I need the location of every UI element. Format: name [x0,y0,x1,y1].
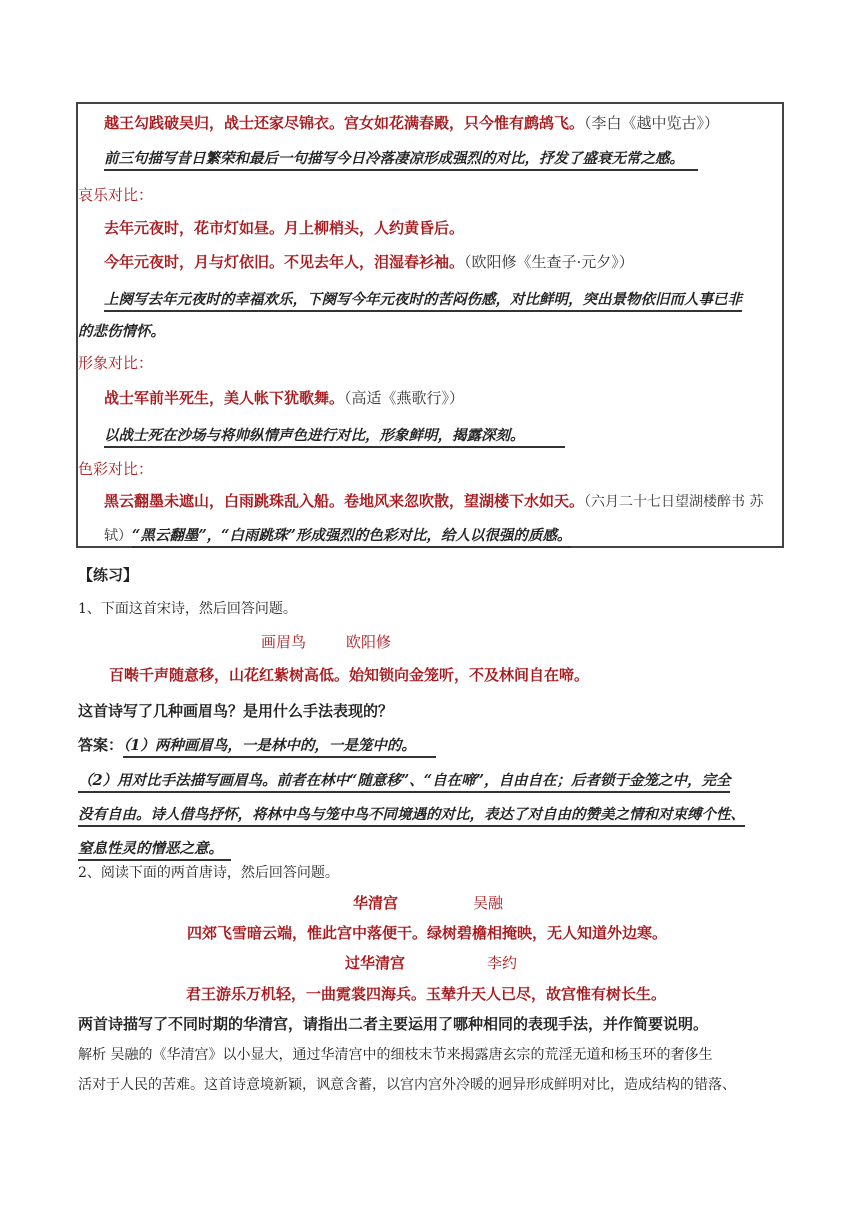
analysis-text: 上阕写去年元夜时的幸福欢乐，下阕写今年元夜时的苦闷伤感，对比鲜明，突出景物依旧而人事已非 [104,291,742,312]
answer-text: （1）两种画眉鸟，一是林中的，一是笼中的。 [123,737,436,758]
poem-text: 今年元夜时，月与灯依旧。不见去年人，泪湿春衫袖。 [104,253,465,271]
answer-label: 答案： [78,736,124,754]
analysis-text: 的悲伤情怀。 [78,323,165,340]
poem-title: 画眉鸟 [261,633,307,651]
poem-author: 吴融 [473,894,504,912]
analysis-line [104,424,565,445]
heading-secai: 色彩对比： [78,460,154,478]
poem-title: 过华清宫 [345,954,406,972]
analysis-text: “黑云翻墨”，“白雨跳珠”形成强烈的色彩对比，给人以很强的质感。 [132,527,571,548]
question-2-prompt: 两首诗描写了不同时期的华清宫，请指出二者主要运用了哪种相同的表现手法，并作简要说明。 [78,1015,709,1033]
poem-source: （六月二十七日望湖楼醉书 苏 [584,494,764,510]
answer-line [78,803,745,824]
poem-source: （高适《燕歌行》） [344,389,465,407]
heading-xingxiang: 形象对比： [78,354,154,372]
poem-source: （欧阳修《生查子·元夕》） [464,253,634,271]
poem-title: 华清宫 [353,894,399,912]
question-2: 2、阅读下面的两首唐诗，然后回答问题。 [78,865,339,881]
poem-text: 百啭千声随意移，山花红紫树高低。始知锁向金笼听，不及林间自在啼。 [109,666,590,684]
heading-aile: 哀乐对比： [78,186,154,204]
poem-line-zhanshi [104,387,464,408]
answer-text: 窒息性灵的憎恶之意。 [78,840,231,861]
poem-author: 欧阳修 [346,633,392,651]
poem-text: 黑云翻墨未遮山，白雨跳珠乱入船。卷地风来忽吹散，望湖楼下水如天。 [104,492,585,510]
analysis-paragraph-line: 解析 吴融的《华清宫》以小显大，通过华清宫中的细枝末节来揭露唐玄宗的荒淫无道和杨玉环的奢侈生 [78,1047,713,1063]
practice-heading: 【练习】 [78,566,139,584]
question-1: 1、下面这首宋诗，然后回答问题。 [78,601,297,617]
poem-author: 李约 [487,954,518,972]
answer-text: 没有自由。诗人借鸟抒怀，将林中鸟与笼中鸟不同境遇的对比，表达了对自由的赞美之情和对束缚个性、 [78,806,745,827]
analysis-line [104,524,571,545]
poem-source: （李白《越中览古》） [584,114,720,132]
analysis-paragraph-line: 活对于人民的苦难。这首诗意境新颖，讽意含蓄，以宫内宫外冷暖的迥异形成鲜明对比，造成结构的错落、 [78,1077,736,1093]
answer-text: （2）用对比手法描写画眉鸟。前者在林中“随意移”、“自在啼”，自由自在；后者锁于金笼之中，完全 [78,772,730,793]
analysis-line [104,288,742,309]
poem-line-yuewang [104,112,719,133]
poem-line-jinnian [104,251,634,272]
answer-line [78,734,436,755]
poem-line-qunian: 去年元夜时，花市灯如昼。月上柳梢头，人约黄昏后。 [104,219,465,237]
question-1-prompt: 这首诗写了几种画眉鸟？是用什么手法表现的？ [78,702,394,720]
poem-text: 君王游乐万机轻，一曲霓裳四海兵。玉辇升天人已尽，故宫惟有树长生。 [186,985,667,1003]
answer-line [78,837,231,858]
poem-text: 越王勾践破吴归，战士还家尽锦衣。宫女如花满春殿，只今惟有鹧鸪飞。 [104,114,585,132]
poem-text: 战士军前半死生，美人帐下犹歌舞。 [104,389,345,407]
answer-line [78,769,730,790]
poem-line-heiyun [104,490,763,511]
analysis-text: 以战士死在沙场与将帅纵情声色进行对比，形象鲜明，揭露深刻。 [104,427,565,448]
analysis-text: 前三句描写昔日繁荣和最后一句描写今日冷落凄凉形成强烈的对比，抒发了盛衰无常之感。 [104,150,698,171]
poem-source-end: 轼） [104,528,132,544]
analysis-line [104,147,698,168]
analysis-line [78,320,165,341]
poem-text: 四郊飞雪暗云端，惟此宫中落便干。绿树碧檐相掩映，无人知道外边寒。 [187,924,668,942]
